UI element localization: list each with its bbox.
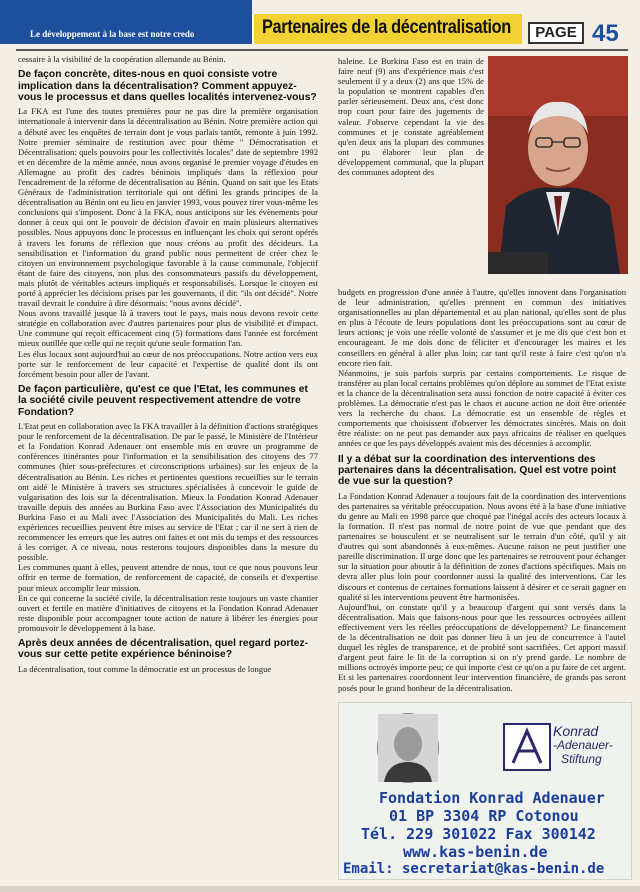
header-divider [16,49,628,51]
answer-paragraph: En ce qui concerne la société civile, la décentralisation reste toujours un vaste chantier ouvert et fertile en matière d'initiatives de citoyens et la Fondation Konrad Adenauer reste disponible pour accompagner toute action de nature à libérer les énergies pour promouvoir le développement à la base. [18,592,318,633]
question-heading: De façon particulière, qu'est ce que l'Etat, les communes et la société civile peuvent respectivement attendre de votre Fondation? [18,383,308,418]
advert-website-link[interactable]: www.kas-benin.de [403,843,548,861]
advert-address: 01 BP 3304 RP Cotonou [389,807,579,825]
foundation-logo-icon [503,723,551,771]
logo-mark-icon [505,725,549,769]
question-heading: Il y a débat sur la coordination des interventions des partenaires dans la décentralisation. Quel est votre point de vue sur la question? [338,453,617,488]
portrait-illustration [488,56,628,274]
founder-portrait [377,713,439,783]
advert-email-link[interactable]: Email: secretariat@kas-benin.de [343,861,605,877]
question-heading: Après deux années de décentralisation, quel regard portez-vous sur cette petite expérience béninoise? [18,638,309,661]
intro-line: cessaire à la visibilité de la coopération allemande au Bénin. [18,54,226,64]
left-column [18,54,318,888]
advert-phone: Tél. 229 301022 Fax 300142 [361,825,596,843]
header-tagline: Le développement à la base est notre credo [30,29,195,39]
answer-paragraph: La FKA est l'une des toutes premières pour ne pas dire la première organisation internationale à intervenir dans la décentralisation au Bénin. Notre première action qui a débuté avec les enquêtes de terrain dont je vous parlais tantôt, remonte à juin 1992. Notre premier séminaire de restitution avec pour thème " Démocratisation et Décentralisation: quels pouvoirs pour les collectivités locales" date de septembre 1992 et en décembre de la même année, nous avons organisé le premier voyage d'études en Allemagne au profit des cadres béninois impliqués dans la réflexion pour l'encadrement de la réforme de décentralisation au Bénin. Quand on sait que les Etats Généraux de l'administration territoriale qui ont défini les grands principes de la décentralisation au Bénin ont eu lieu en janvier 1993, vous pouvez tirer vous-même les conclusions qui s'imposent. Donc à la FKA, nous anticipons sur les évènements pour donner à ceux qui ont le pouvoir de décision d'avoir en main plusieurs alternatives possibles. Nous appuyons donc le processus en influençant les choix qui seront opérés à travers les forums de réflexion que nous créons au profit des décideurs. La sensibilisation et l'information du grand public nous permettent de créer chez le citoyen un environnement psychologique favorable à la cause communale, l'objectif étant de faire des citoyens, non plus des consommateurs passifs du développement, mais plutôt de véritables acteurs impliqués et responsabilisés. Lorsque le citoyen est porté à apprécier les décisions prises par les gouvernants, il dit: "ils ont décidé". Notre travail devrait le conduire à dire désormais: "nous avons décidé". [18,106,318,309]
right-column [338,287,626,693]
section-title: Partenaires de la décentralisation [262,17,511,38]
answer-paragraph: Les élus locaux sont aujourd'hui au cœur de nos préoccupations. Notre action vers eux porte sur le renforcement de leur capacité et l'expertise de qualité dont ils ont forcément besoin pour aller de l'avant. [18,348,318,379]
answer-paragraph: L'Etat peut en collaboration avec la FKA travailler à la définition d'actions stratégiques pour le renforcement de la décentralisation. De par le passé, le Ministère de l'Intérieur et la Fondation Konrad Adenauer ont ensemble mis en œuvre un programme de conférences itinérantes pour l'information et la sensibilisation des citoyens des 77 communes (hier sous-préfectures et circonscriptions urbaines) sur les enjeux de la décentralisation au Bénin. Les riches et pertinentes questions recueillies sur le terrain ont aidé le Ministère à travers ses structures spécialisées à concevoir le guide de vulgarisation des lois sur la décentralisation. Mieux la Fondation Konrad Adenauer travaille depuis des années au Burkina Faso avec l'Association des Municipalités du Burkina Faso et au Mali avec l'Association des Municipalités du Mali. Les riches expériences recueillies peuvent être mises au service de l'Etat ; car il ne sert à rien de recommencer les erreurs que les autres ont faites et ont mis du temps et des ressources à les corriger. A ce niveau, nous resterons toujours disponibles dans la mesure du possible. [18,421,318,563]
logo-line: Stiftung [561,752,602,766]
answer-paragraph: budgets en progression d'une année à l'autre, qu'elles innovent dans l'organisation de leur administration, qu'elles prennent en commun des initiatives organisationnelles au plan départemental et au plan national, qu'elles sont de plus en plus à l'écoute de leurs populations dont les préoccupations sont au cœur de leurs actions; je vois une réelle volonté de s'assumer et je me dis que c'est bon et encourageant. Je me dois donc de féliciter et d'encourager les maires et les conseillers en général à aller plus loin; car tant qu'il reste à faire c'est qu'on n'a encore rien fait. [338,287,626,368]
answer-paragraph: Les communes quant à elles, peuvent attendre de nous, tout ce que nous pouvons leur offrir en terme de formation, de renforcement de capacité, de conseils et d'expertise pour mieux accomplir leur mission. [18,562,318,593]
advert-name: Fondation Konrad Adenauer [379,789,605,807]
answer-paragraph: Nous avons travaillé jusque là à travers tout le pays, mais nous devons revoir cette stratégie en collaboration avec d'autres partenaires pour plus de visibilité et d'impact. Une commune qui reçoit efficacement cinq (5) formations dans l'année est forcément mieux outillée que celle qui ne reçoit qu'une seule formation l'an. [18,308,318,349]
logo-line: Konrad [553,723,599,739]
founder-portrait-illustration [378,714,438,782]
interviewee-photo [488,56,628,274]
answer-paragraph: haleine. Le Burkina Faso est en train de faire neuf (9) ans d'expérience mais c'est seulement il y a deux (2) ans que 15% de la population se montrent capables d'en parler sérieusement. Deux ans, c'est donc trop court pour faire des jugements de valeur. J'observe cependant la vie des communes et je constate agréablement qu'en deux ans la plupart des communes ont pu élaborer leur plan de développement communal, que la plupart des communes adoptent des [338,56,484,178]
foundation-advert [338,702,632,880]
answer-paragraph: Aujourd'hui, on constate qu'il y a beaucoup d'argent qui sont versés dans la décentralisation. Mais que faisons-nous pour que les ressources octroyées aillent effectivement vers les réelles préoccupations de développement? Le financement de la décentralisation ne doit pas donner lieu à un jeu de concurrence à l'autel duquel les règles de transparence, et de probité sont sacrifiées. Cet apport massif d'argent peut faire le lit de la corruption si on n'y prend garde. Le nombre de millions octroyés importe peu; ce qui importe c'est ce qu'on a pu faire de cet argent. Et si les partenaires coordonnent leur intervention financière, de grands pas seront posés pour le grand bonheur de la décentralisation. [338,601,626,693]
page-bottom-edge [0,886,640,892]
answer-paragraph: La Fondation Konrad Adenauer a toujours fait de la coordination des interventions des partenaires sa véritable préoccupation. Nous avons été à la base d'une initiative du genre au Mali en 1998 parce que choqué par l'inégal accès des acteurs locaux à la formation. Il n'est pas normal de notre point de vue que pendant que des partenaires se bousculent et se neutralisent sur le terrain d'un côté, qu'il y ait d'autres qui sont abandonnés à eux-mêmes. Aucune raison ne peut justifier une pareille discrimination. Il urge donc que les partenaires se retrouvent pour échanger sur la situation pour aboutir à la définition de zones d'actions spécifiques. Mais on devra aller plus loin pour coordonner aussi la qualité des interventions. Car les discours et contenus de certaines formations laissent à désirer et ce serait gagner en qualité si les interventions peuvent être harmonisées. [338,490,626,602]
logo-line: -Adenauer- [553,738,613,752]
answer-paragraph: La décentralisation, tout comme la démocratie est un processus de longue [18,663,272,674]
page-number: 45 [592,20,619,47]
right-column-top [338,56,484,286]
page-label: PAGE [528,22,584,44]
answer-paragraph: Néanmoins, je suis parfois surpris par certains comportements. Le risque de transférer au plan local certains problèmes qu'on déplore au sommet de l'Etat existe et la chance de la décentralisation sera aussi fonction de notre capacité à éviter ces problèmes. La démocratie n'est pas le chaos et aucune action ne doit être orientée vers la recherche du chaos. La démocratie est un ensemble de règles et comportements que choisissent d'observer les démocrates sincères. Mais on doit être réaliste: on ne peut pas demander aux pays africains de réaliser en quelques années ce que les pays développés avaient mis des décennies à accomplir. [338,367,626,449]
question-heading: De façon concrète, dites-nous en quoi consiste votre implication dans la décentralisation? Comment appuyez-vous le processus et dans quelles localités intervenez-vous? [18,69,317,103]
